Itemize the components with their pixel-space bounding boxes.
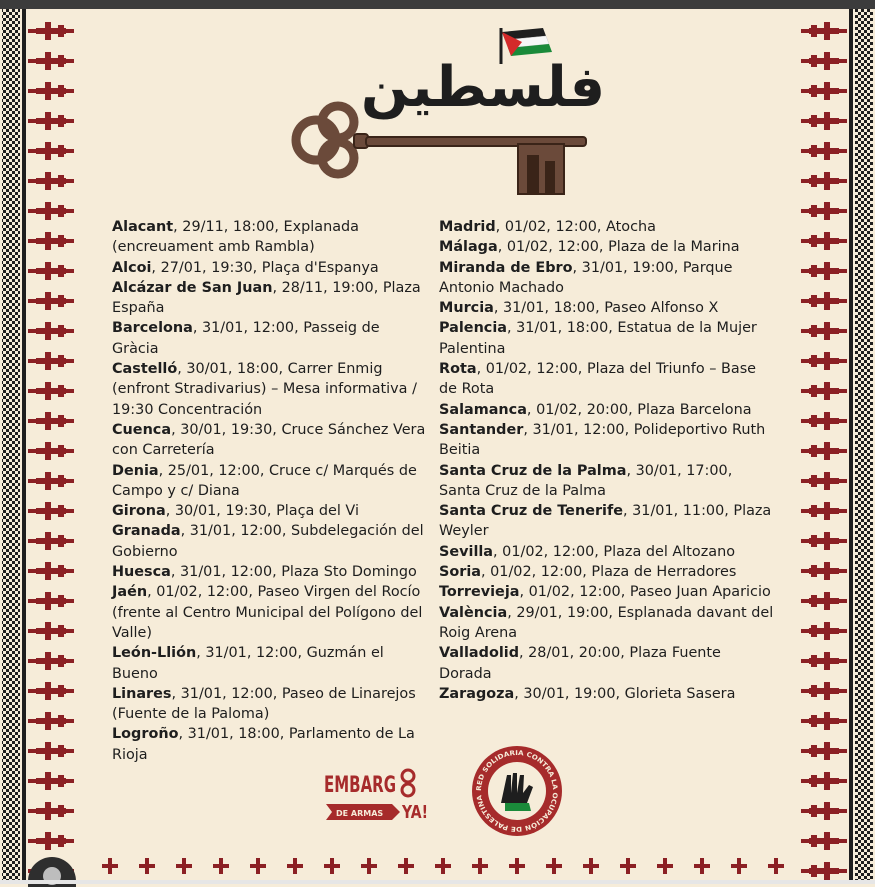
- events-list-left: [112, 217, 430, 765]
- event-city: Jaén: [112, 584, 148, 601]
- event-item: [112, 521, 430, 562]
- event-details: , 31/01, 18:00, Estatua de la Mujer Palentina: [439, 320, 757, 357]
- event-details: , 28/01, 20:00, Plaza Fuente Dorada: [439, 645, 721, 682]
- event-city: Palencia: [439, 320, 507, 337]
- event-city: Rota: [439, 361, 477, 378]
- event-city: Miranda de Ebro: [439, 259, 573, 276]
- event-details: , 31/01, 18:00, Paseo Alfonso X: [493, 300, 719, 317]
- event-item: [112, 359, 430, 420]
- event-details: , 27/01, 19:30, Plaça d'Espanya: [151, 259, 379, 276]
- event-details: , 31/01, 12:00, Subdelegación del Gobierno: [112, 523, 424, 560]
- event-details: , 01/02, 12:00, Paseo Virgen del Rocío (frente al Centro Municipal del Polígono del Valle): [112, 584, 423, 641]
- embroidery-cross-icon: [176, 858, 192, 874]
- embargo-logo-ya: YA!: [401, 802, 428, 823]
- embroidery-cross-icon: [731, 858, 747, 874]
- red-solidaria-logo: [471, 745, 563, 837]
- event-city: Madrid: [439, 219, 496, 235]
- embroidery-cross-icon: [694, 858, 710, 874]
- event-details: , 30/01, 19:30, Plaça del Vi: [165, 503, 359, 520]
- event-city: Denia: [112, 462, 159, 479]
- event-item: [439, 562, 774, 582]
- event-item: [439, 318, 774, 359]
- event-details: , 29/01, 19:00, Esplanada davant del Roig Arena: [439, 604, 774, 641]
- embroidery-cross-icon: [768, 858, 784, 874]
- event-city: Valladolid: [439, 645, 519, 662]
- embroidery-cross-icon: [139, 858, 155, 874]
- event-item: [112, 278, 430, 319]
- event-item: [112, 461, 430, 502]
- event-city: Huesca: [112, 564, 171, 581]
- event-details: , 30/01, 17:00, Santa Cruz de la Palma: [439, 462, 733, 499]
- embroidery-cross-icon: [287, 858, 303, 874]
- event-details: , 01/02, 20:00, Plaza Barcelona: [526, 401, 752, 418]
- event-city: Torrevieja: [439, 584, 520, 601]
- event-city: Alcoi: [112, 259, 152, 276]
- event-item: [112, 562, 430, 582]
- event-item: [439, 542, 774, 562]
- event-city: Málaga: [439, 239, 498, 256]
- event-details: , 01/02, 12:00, Paseo Juan Aparicio: [519, 584, 771, 601]
- embroidery-cross-icon: [398, 858, 414, 874]
- embroidery-cross-icon: [102, 858, 118, 874]
- event-details: , 31/01, 12:00, Polideportivo Ruth Beitia: [439, 421, 766, 459]
- event-city: Sevilla: [439, 543, 494, 560]
- embroidery-cross-icon: [509, 858, 525, 874]
- event-city: València: [439, 604, 508, 621]
- embargo-logo-sub: DE ARMAS: [336, 809, 384, 818]
- event-city: Santa Cruz de la Palma: [439, 462, 627, 479]
- embargo-logo-main: EMBARG: [324, 773, 396, 798]
- event-details: , 01/02, 12:00, Plaza del Altozano: [493, 543, 735, 560]
- event-details: , 01/02, 12:00, Plaza de Herradores: [481, 564, 737, 581]
- event-city: León-Llión: [112, 645, 197, 662]
- event-city: Linares: [112, 685, 172, 702]
- embroidery-cross-icon: [620, 858, 636, 874]
- event-item: [439, 258, 774, 299]
- event-details: , 31/01, 12:00, Paseo de Linarejos (Fuente de la Paloma): [112, 685, 416, 723]
- event-item: [112, 643, 430, 684]
- event-item: [439, 217, 774, 237]
- event-details: , 31/01, 12:00, Passeig de Gràcia: [112, 320, 380, 357]
- embroidery-bottom-row: [80, 854, 795, 880]
- embroidery-cross-icon: [324, 858, 340, 874]
- event-item: [112, 258, 430, 278]
- event-details: , 25/01, 12:00, Cruce c/ Marqués de Campo y c/ Diana: [112, 462, 417, 499]
- event-city: Soria: [439, 564, 481, 581]
- event-city: Santa Cruz de Tenerife: [439, 503, 623, 520]
- embroidery-cross-icon: [657, 858, 673, 874]
- event-item: [439, 501, 774, 542]
- event-city: Granada: [112, 523, 181, 540]
- bottom-bar: [0, 880, 875, 884]
- event-details: , 30/01, 18:00, Carrer Enmig (enfront Stradivarius) – Mesa informativa / 19:30 Concentración: [112, 361, 417, 418]
- event-city: Barcelona: [112, 320, 193, 337]
- event-details: , 31/01, 12:00, Plaza Sto Domingo: [170, 564, 417, 581]
- event-item: [439, 359, 774, 400]
- event-details: , 30/01, 19:30, Cruce Sánchez Vera con Carretería: [112, 421, 426, 459]
- events-list-right: [439, 217, 774, 704]
- embroidery-cross-icon: [583, 858, 599, 874]
- event-city: Zaragoza: [439, 685, 515, 702]
- event-details: , 31/01, 12:00, Guzmán el Bueno: [112, 645, 384, 682]
- top-bar: [0, 0, 875, 9]
- event-city: Santander: [439, 421, 524, 438]
- embroidery-cross-icon: [472, 858, 488, 874]
- event-city: Alcázar de San Juan: [112, 279, 273, 296]
- embroidery-border-left: [0, 9, 80, 880]
- event-details: , 28/11, 19:00, Plaza España: [112, 279, 421, 317]
- embroidery-cross-icon: [213, 858, 229, 874]
- event-city: Castelló: [112, 361, 178, 378]
- embroidery-border-right: [795, 9, 875, 880]
- event-city: Salamanca: [439, 401, 527, 418]
- event-item: [439, 643, 774, 684]
- event-city: Cuenca: [112, 421, 172, 438]
- event-details: , 01/02, 12:00, Plaza de la Marina: [497, 239, 740, 256]
- key-icon: [288, 98, 590, 202]
- embroidery-cross-icon: [250, 858, 266, 874]
- event-details: , 31/01, 11:00, Plaza Weyler: [439, 503, 772, 540]
- event-item: [439, 237, 774, 257]
- event-details: , 31/01, 18:00, Parlamento de La Rioja: [112, 726, 415, 763]
- event-city: Murcia: [439, 300, 494, 317]
- event-item: [439, 582, 774, 602]
- event-city: Girona: [112, 503, 166, 520]
- embroidery-cross-icon: [361, 858, 377, 874]
- event-item: [439, 298, 774, 318]
- event-city: Alacant: [112, 219, 174, 235]
- event-details: , 01/02, 12:00, Atocha: [495, 219, 656, 235]
- event-details: , 31/01, 19:00, Parque Antonio Machado: [439, 259, 733, 296]
- event-city: Logroño: [112, 726, 179, 743]
- event-item: [439, 461, 774, 502]
- red-solidaria-ring-text: RED SOLIDARIA CONTRA LA OCUPACIÓN DE PALESTINA: [474, 748, 560, 834]
- embroidery-cross-icon: [546, 858, 562, 874]
- event-item: [112, 217, 430, 258]
- event-item: [439, 420, 774, 461]
- event-item: [112, 724, 430, 765]
- embargo-armas-logo: [322, 764, 432, 824]
- event-item: [439, 684, 774, 704]
- arabic-title: فلسطين: [360, 55, 606, 120]
- event-item: [112, 420, 430, 461]
- event-details: , 30/01, 19:00, Glorieta Sasera: [514, 685, 736, 702]
- event-item: [439, 603, 774, 644]
- event-item: [112, 582, 430, 643]
- event-item: [112, 318, 430, 359]
- embroidery-cross-icon: [435, 858, 451, 874]
- event-details: , 01/02, 12:00, Plaza del Triunfo – Base de Rota: [439, 361, 757, 398]
- event-item: [112, 684, 430, 725]
- event-details: , 29/11, 18:00, Explanada (encreuament amb Rambla): [112, 219, 359, 256]
- event-item: [439, 400, 774, 420]
- event-item: [112, 501, 430, 521]
